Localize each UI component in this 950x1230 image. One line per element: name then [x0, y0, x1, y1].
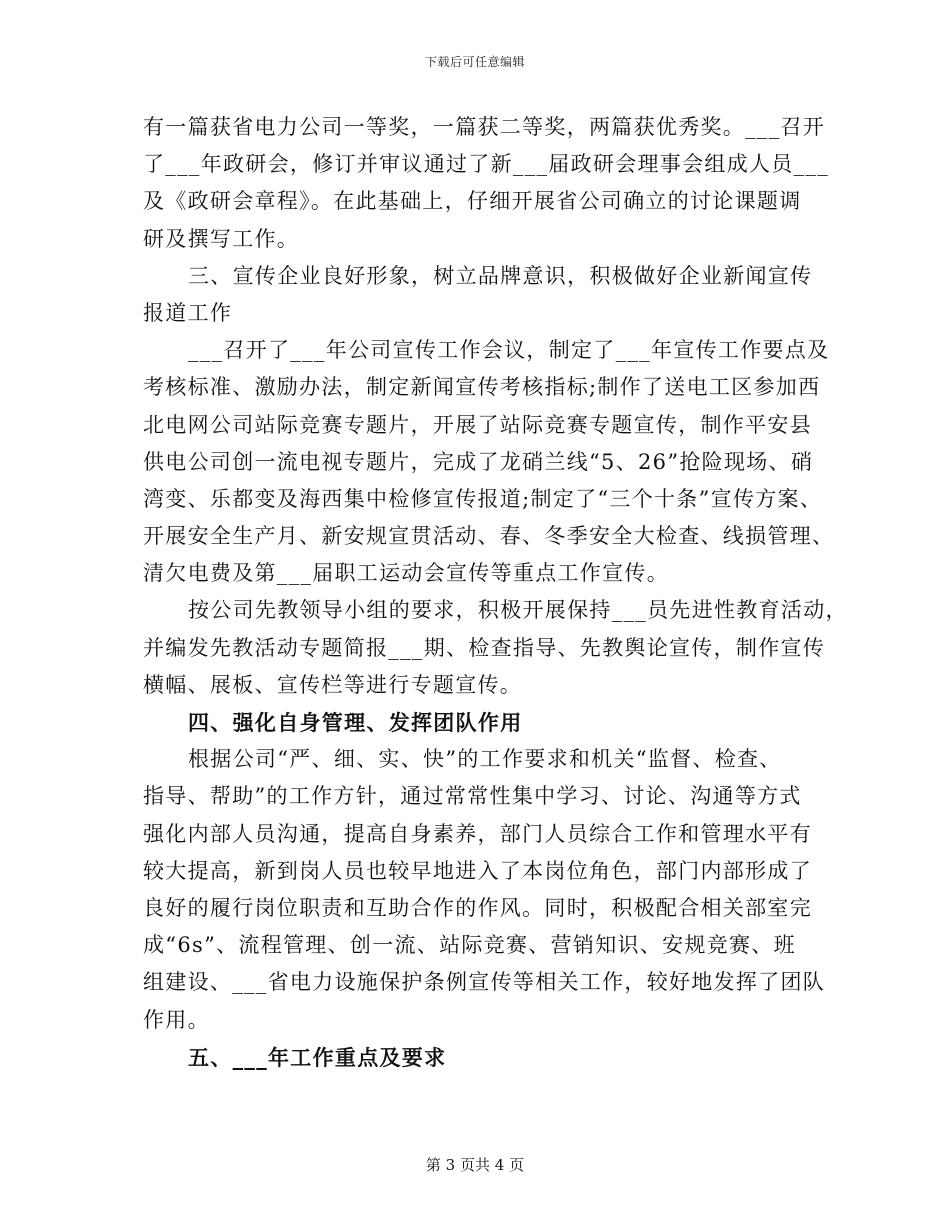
- paragraph-line: 按公司先教领导小组的要求，积极开展保持___员先进性教育活动，: [188, 598, 848, 623]
- paragraph-line: 清欠电费及第___届职工运动会宣传等重点工作宣传。: [143, 561, 669, 586]
- paragraph-line: 有一篇获省电力公司一等奖，一篇获二等奖，两篇获优秀奖。___召开: [143, 115, 826, 139]
- document-body: [143, 109, 848, 1076]
- section-heading-line: 报道工作: [143, 300, 233, 325]
- paragraph-line: 了___年政研会，修订并审议通过了新___届政研会理事会组成人员___: [143, 152, 829, 177]
- paragraph-line: 强化内部人员沟通，提高自身素养，部门人员综合工作和管理水平有: [143, 821, 812, 846]
- paragraph: [143, 332, 843, 592]
- section-heading-line: 三、宣传企业良好形象，树立品牌意识，积极做好企业新闻宣传: [188, 263, 813, 288]
- paragraph-line: 指导、帮助”的工作方针，通过常常性集中学习、讨论、沟通等方式: [143, 784, 802, 809]
- section-heading: 五、___年工作重点及要求: [188, 1044, 447, 1070]
- paragraph-line: 良好的履行岗位职责和互助合作的作风。同时，积极配合相关部室完: [143, 895, 812, 920]
- paragraph-line: 开展安全生产月、新安规宣贯活动、春、冬季安全大检查、线损管理、: [143, 524, 835, 549]
- paragraph-line: 根据公司“严、细、实、快”的工作要求和机关“监督、检查、: [188, 747, 782, 772]
- paragraph-line: 较大提高，新到岗人员也较早地进入了本岗位角色，部门内部形成了: [143, 858, 812, 883]
- section-heading: 四、强化自身管理、发挥团队作用: [188, 710, 523, 735]
- paragraph: [143, 109, 843, 258]
- paragraph-line: 及《政研会章程》。在此基础上，仔细开展省公司确立的讨论课题调: [143, 189, 802, 214]
- paragraph-line: 考核标准、激励办法，制定新闻宣传考核指标;制作了送电工区参加西: [143, 375, 821, 400]
- page-header: 下载后可任意编辑: [424, 55, 525, 69]
- paragraph-line: 作用。: [143, 1007, 210, 1032]
- paragraph-line: 组建设、___省电力设施保护条例宣传等相关工作，较好地发挥了团队: [143, 970, 826, 995]
- paragraph-line: 并编发先教活动专题简报___期、检查指导、先教舆论宣传，制作宣传: [143, 635, 826, 660]
- paragraph: [143, 592, 848, 704]
- paragraph-line: 研及撰写工作。: [143, 226, 300, 251]
- paragraph-line: 供电公司创一流电视专题片，完成了龙硝兰线“5、26”抢险现场、硝: [143, 449, 814, 474]
- section-heading: [143, 258, 843, 332]
- paragraph-line: 北电网公司站际竞赛专题片，开展了站际竞赛专题宣传，制作平安县: [143, 412, 812, 437]
- paragraph-line: 湾变、乐都变及海西集中检修宣传报道;制定了“三个十条”宣传方案、: [143, 486, 823, 511]
- paragraph-line: ___召开了___年公司宣传工作会议，制定了___年宣传工作要点及: [188, 338, 830, 363]
- paragraph-line: 成“6s”、流程管理、创一流、站际竞赛、营销知识、安规竞赛、班: [143, 933, 796, 958]
- page-footer: 第 3 页共 4 页: [425, 1156, 525, 1174]
- paragraph-line: 横幅、展板、宣传栏等进行专题宣传。: [143, 672, 523, 697]
- paragraph: [143, 741, 843, 1039]
